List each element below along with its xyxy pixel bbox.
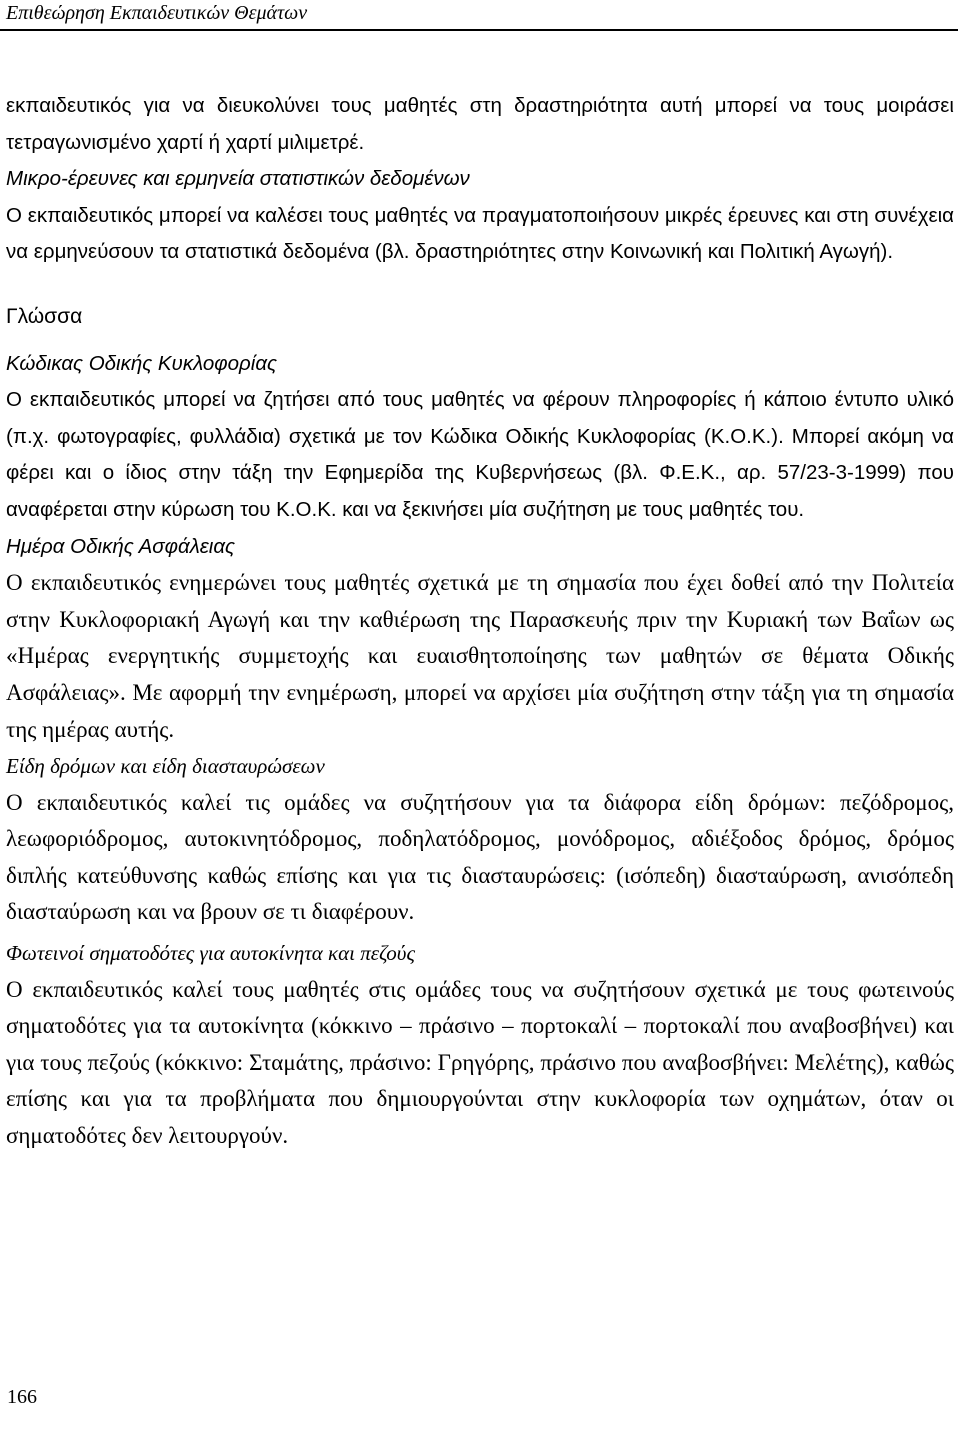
road-safety-day-heading: Ημέρα Οδικής Ασφάλειας bbox=[6, 534, 236, 558]
traffic-code-paragraph: Ο εκπαιδευτικός μπορεί να ζητήσει από τους μαθητές να φέρουν πληροφορίες ή κάποιο έντυπο υλικό (π.χ. φωτογραφίες, φυλλάδια) σχετικά με τον Κώδικα Οδικής Κυκλοφορίας (Κ.Ο.Κ.). Μπορεί ακόμη να φέρει και ο ίδιος στην τάξη την Εφημερίδα της Κυβερνήσεως (βλ. Φ.Ε.Κ., αρ. 57/23-3-1999) που αναφέρεται στην κύρωση του Κ.Ο.Κ. και να ξεκινήσει μία συζήτηση με τους μαθητές του. bbox=[6, 388, 954, 521]
intro-continuation-paragraph: εκπαιδευτικός για να διευκολύνει τους μαθητές στη δραστηριότητα αυτή μπορεί να τους μοιράσει τετραγωνισμένο χαρτί ή χαρτί μιλιμετρέ. bbox=[6, 94, 954, 154]
traffic-lights-paragraph: Ο εκπαιδευτικός καλεί τους μαθητές στις ομάδες τους να συζητήσουν σχετικά με τους φωτεινούς σηματοδότες για τα αυτοκίνητα (κόκκινο – πράσινο – πορτοκαλί – πορτοκαλί που αναβοσβήνει) και για τους πεζούς (κόκκινο: Σταμάτης, πράσινο: Γρηγόρης, πράσινο που αναβοσβήνει: Μελέτης), καθώς επίσης και για τα προβλήματα που δημιουργούνται στην κυκλοφορία των οχημάτων, όταν οι σηματοδότες δεν λειτουργούν. bbox=[6, 976, 954, 1149]
language-section-heading: Γλώσσα bbox=[6, 304, 83, 328]
road-types-heading: Είδη δρόμων και είδη διασταυρώσεων bbox=[6, 754, 325, 779]
micro-research-paragraph: Ο εκπαιδευτικός μπορεί να καλέσει τους μαθητές να πραγματοποιήσουν μικρές έρευνες και στη συνέχεια να ερμηνεύσουν τα στατιστικά δεδομένα (βλ. δραστηριότητες στην Κοινωνική και Πολιτική Αγωγή). bbox=[6, 203, 954, 264]
micro-research-heading: Μικρο-έρευνες και ερμηνεία στατιστικών δεδομένων bbox=[6, 167, 470, 191]
running-header: Επιθεώρηση Εκπαιδευτικών Θεμάτων bbox=[6, 2, 308, 24]
page-number: 166 bbox=[7, 1386, 37, 1408]
road-safety-day-paragraph: Ο εκπαιδευτικός ενημερώνει τους μαθητές σχετικά με τη σημασία που έχει δοθεί από την Πολιτεία στην Κυκλοφοριακή Αγωγή και την καθιέρωση της Παρασκευής πριν την Κυριακή των Βαΐων ως «Ημέρας ενεργητικής συμμετοχής και ευαισθητοποίησης των μαθητών σε θέματα Οδικής Ασφάλειας». Με αφορμή την ενημέρωση, μπορεί να αρχίσει μία συζήτηση στην τάξη για τη σημασία της ημέρας αυτής. bbox=[6, 570, 954, 742]
page-body bbox=[6, 88, 954, 1155]
traffic-code-heading: Κώδικας Οδικής Κυκλοφορίας bbox=[6, 351, 278, 375]
road-types-paragraph: Ο εκπαιδευτικός καλεί τις ομάδες να συζητήσουν για τα διάφορα είδη δρόμων: πεζόδρομος, λεωφοριόδρομος, αυτοκινητόδρομος, ποδηλατόδρομος, μονόδρομος, αδιέξοδος δρόμος, δρόμος διπλής κατεύθυνσης καθώς επίσης και για τις διασταυρώσεις: (ισόπεδη) διασταύρωση, ανισόπεδη διασταύρωση και να βρουν σε τι διαφέρουν. bbox=[6, 789, 954, 925]
header-rule bbox=[0, 29, 958, 31]
traffic-lights-heading: Φωτεινοί σηματοδότες για αυτοκίνητα και πεζούς bbox=[6, 941, 415, 966]
